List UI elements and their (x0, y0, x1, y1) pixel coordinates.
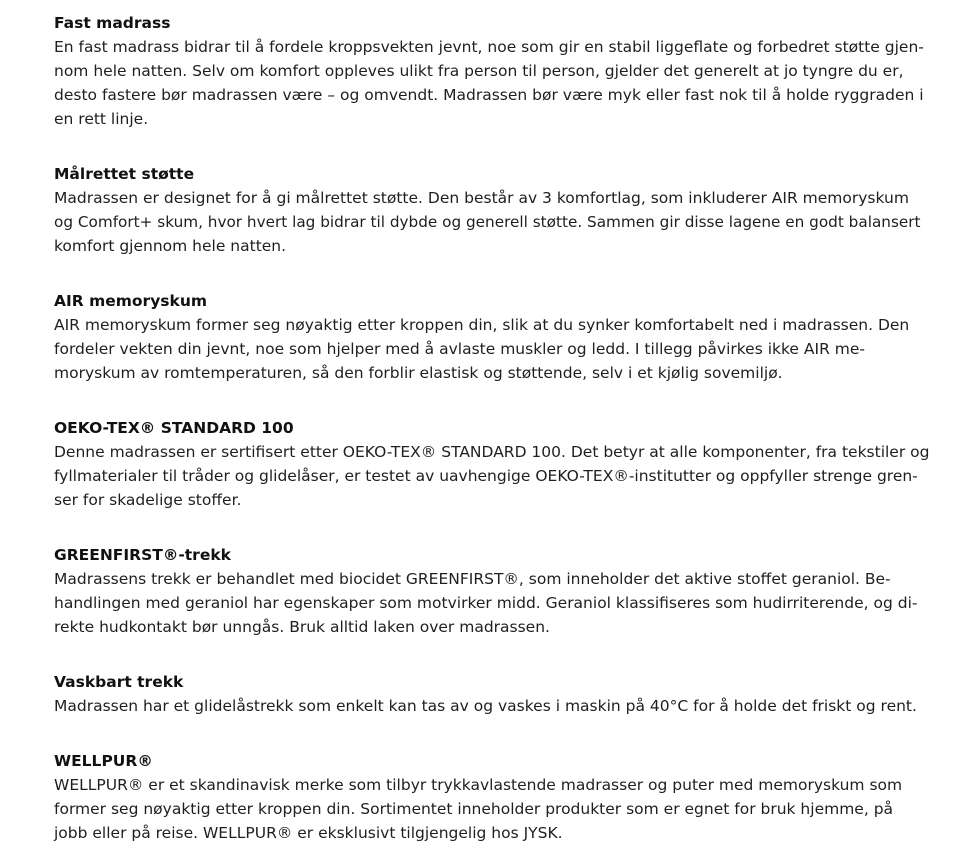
paragraph-line: nom hele natten. Selv om komfort oppleves ulikt fra person til person, gjelder det generelt at jo tyngre du er, (54, 62, 904, 80)
paragraph-line: desto fastere bør madrassen være – og omvendt. Madrassen bør være myk eller fast nok til å holde ryggraden i (54, 86, 924, 104)
paragraph-line: AIR memoryskum former seg nøyaktig etter kroppen din, slik at du synker komfortabelt ned i madrassen. Den (54, 316, 910, 334)
paragraph-line: handlingen med geraniol har egenskaper som motvirker midd. Geraniol klassifiseres som hudirriterende, og di- (54, 594, 918, 612)
section-oeko-tex (54, 416, 934, 512)
paragraph-line: moryskum av romtemperaturen, så den forblir elastisk og støttende, selv i et kjølig sovemiljø. (54, 364, 783, 382)
section-title: Målrettet støtte (54, 165, 195, 183)
paragraph-line: Madrassens trekk er behandlet med biocidet GREENFIRST®, som inneholder det aktive stoffet geraniol. Be- (54, 570, 891, 588)
paragraph-line: komfort gjennom hele natten. (54, 237, 287, 255)
section-vaskbart-trekk (54, 670, 934, 718)
paragraph-line: Madrassen har et glidelåstrekk som enkelt kan tas av og vaskes i maskin på 40°C for å holde det friskt og rent. (54, 697, 917, 715)
paragraph-line: former seg nøyaktig etter kroppen din. Sortimentet inneholder produkter som er egnet for bruk hjemme, på (54, 800, 894, 818)
paragraph-line: Denne madrassen er sertifisert etter OEKO-TEX® STANDARD 100. Det betyr at alle komponenter, fra tekstiler og (54, 443, 930, 461)
section-title: GREENFIRST®-trekk (54, 546, 231, 564)
paragraph-line: fordeler vekten din jevnt, noe som hjelper med å avlaste muskler og ledd. I tillegg påvirkes ikke AIR me- (54, 340, 865, 358)
section-title: Vaskbart trekk (54, 673, 184, 691)
paragraph-line: en rett linje. (54, 110, 149, 128)
section-title: OEKO-TEX® STANDARD 100 (54, 419, 294, 437)
section-title: WELLPUR® (54, 752, 153, 770)
paragraph-line: rekte hudkontakt bør unngås. Bruk alltid laken over madrassen. (54, 618, 550, 636)
section-fast-madrass (54, 11, 934, 131)
section-title: Fast madrass (54, 14, 171, 32)
paragraph-line: og Comfort+ skum, hvor hvert lag bidrar til dybde og generell støtte. Sammen gir disse lagene en godt balansert (54, 213, 921, 231)
paragraph-line: Madrassen er designet for å gi målrettet støtte. Den består av 3 komfortlag, som inkluderer AIR memoryskum (54, 189, 909, 207)
section-air-memoryskum (54, 289, 934, 385)
section-greenfirst-trekk (54, 543, 934, 639)
paragraph-line: WELLPUR® er et skandinavisk merke som tilbyr trykkavlastende madrasser og puter med memoryskum som (54, 776, 903, 794)
paragraph-line: jobb eller på reise. WELLPUR® er eksklusivt tilgjengelig hos JYSK. (54, 824, 563, 842)
paragraph-line: ser for skadelige stoffer. (54, 491, 242, 509)
section-malrettet-stotte (54, 162, 934, 258)
paragraph-line: En fast madrass bidrar til å fordele kroppsvekten jevnt, noe som gir en stabil liggeflate og forbedret støtte gjen- (54, 38, 924, 56)
section-wellpur (54, 749, 934, 845)
section-title: AIR memoryskum (54, 292, 208, 310)
paragraph-line: fyllmaterialer til tråder og glidelåser, er testet av uavhengige OEKO-TEX®-institutter og oppfyller strenge gren- (54, 467, 918, 485)
